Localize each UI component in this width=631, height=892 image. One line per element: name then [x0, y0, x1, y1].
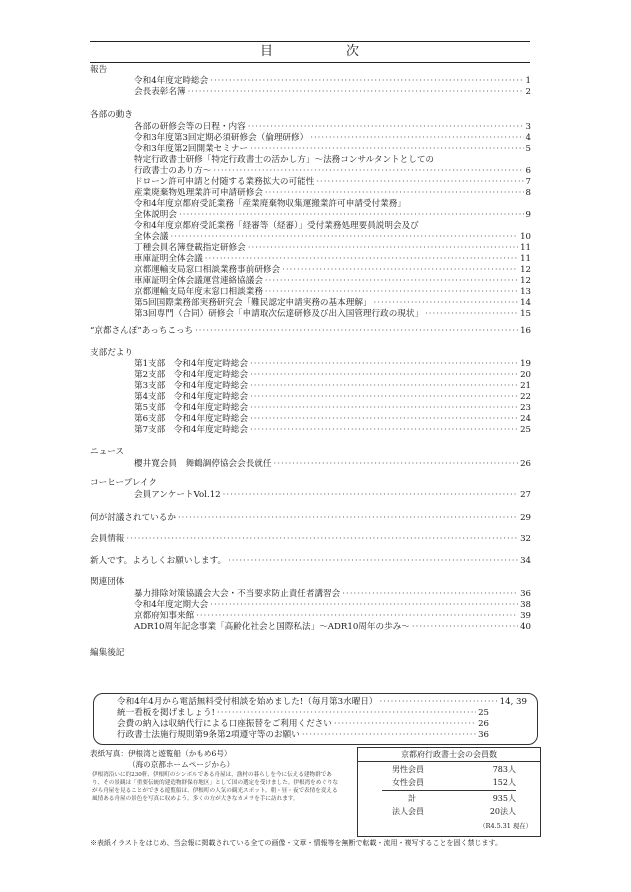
- section-heading-henshu[interactable]: 編集後記: [90, 648, 125, 658]
- cover-photo-description: 伊根湾沿いに約230軒、伊根町のシンボルである舟屋は、漁村の暮らしを今に伝える建物群であり、その景観は「重要伝統的建造物群保存地区」として国の選定を受けました。伊根湾をめぐりながら舟屋を見ることができる遊覧船は、伊根町の人気の観光スポット。朝・昼・夜で表情を変える風情ある舟屋の景色を写真に収めよう。多くの方が大きなカメラを手に訪れます。: [92, 772, 339, 802]
- toc-entry-title-line[interactable]: 特定行政書士研修「特定行政書士の活かし方」～法務コンサルタントとしての: [134, 155, 435, 165]
- toc-entry[interactable]: 産業廃棄物処理業許可申請研修会 ····· 8: [134, 188, 531, 199]
- toc-entry-nani[interactable]: 何が討議されているか ····· 29: [90, 513, 531, 524]
- member-count-label: 女性会員: [392, 778, 424, 787]
- toc-entry[interactable]: 令和4年度定時総会 ····· 1: [134, 76, 531, 87]
- toc-entry[interactable]: 令和3年度第2回開業セミナー ····· 5: [134, 144, 531, 155]
- section-heading-houkoku: 報告: [90, 65, 108, 75]
- toc-entry-title-line[interactable]: 令和4年度京都府受託業務「産業廃棄物収集運搬業許可申請受付業務」: [134, 199, 406, 209]
- toc-entry[interactable]: 第5回国際業務部実務研究会「難民認定申請実務の基本理解」 ····· 14: [134, 298, 531, 309]
- toc-entry[interactable]: 暴力排除対策協議会大会・不当要求防止責任者講習会 ····· 36: [134, 589, 531, 600]
- member-count-value: 935人: [492, 794, 516, 803]
- member-count-box: [357, 747, 541, 837]
- section-heading-coffee: コーヒーブレイク: [90, 478, 158, 488]
- toc-entry[interactable]: 第7支部 令和4年度定時総会 ····· 25: [134, 425, 531, 436]
- toc-entry[interactable]: 第1支部 令和4年度定時総会 ····· 19: [134, 359, 531, 370]
- toc-entry[interactable]: 櫻井寛会員 舞鶴調停協会会長就任 ····· 26: [134, 459, 531, 470]
- toc-entry[interactable]: 全体説明会 ····· 9: [134, 210, 531, 221]
- member-count-label: 法人会員: [392, 807, 424, 816]
- toc-entry[interactable]: 車庫証明全体会議 ····· 11: [134, 254, 531, 265]
- toc-entry-kaiin[interactable]: 会員情報 ····· 32: [90, 534, 531, 545]
- copyright-footnote: ※表紙イラストをはじめ、当会報に掲載されている全ての画像・文章・情報等を無断で転載・流用・複写することを固く禁じます。: [90, 839, 502, 847]
- notice-entry[interactable]: 統一看板を掲げましょう! ····· 25: [117, 708, 489, 719]
- toc-entry[interactable]: 第2支部 令和4年度定時総会 ····· 20: [134, 370, 531, 381]
- toc-entry[interactable]: 会長表彰名簿 ····· 2: [134, 87, 531, 98]
- toc-entry-title-line[interactable]: 令和4年度京都府受託業務「経審等（経審）」受付業務処理要員説明会及び: [134, 221, 419, 231]
- member-count-divider: [382, 790, 516, 791]
- member-count-value: 152人: [492, 778, 516, 787]
- toc-entry[interactable]: 令和4年度定期大会 ····· 38: [134, 600, 531, 611]
- toc-entry[interactable]: 第3回専門（合同）研修会「申請取次伝達研修及び出入国管理行政の現状」 ····· 15: [134, 309, 531, 320]
- toc-entry[interactable]: 京都府知事来館 ····· 39: [134, 611, 531, 622]
- toc-entry[interactable]: 会員アンケートVol.12 ····· 27: [134, 490, 531, 501]
- toc-entry[interactable]: 第3支部 令和4年度定時総会 ····· 21: [134, 381, 531, 392]
- page-title: [90, 41, 530, 63]
- notice-entry[interactable]: 会費の納入は収納代行による口座振替をご利用ください ····· 26: [117, 719, 489, 730]
- notice-entry[interactable]: 行政書士法施行規則第9条第2項遵守等のお願い ····· 36: [117, 730, 489, 741]
- member-count-value: 783人: [492, 765, 516, 774]
- toc-entry[interactable]: 京都運輸支局窓口相談業務事前研修会 ····· 12: [134, 265, 531, 276]
- toc-entry[interactable]: ADR10周年記念事業「高齢化社会と国際私法」～ADR10周年の歩み～ ····· 40: [134, 622, 531, 633]
- toc-entry[interactable]: 第4支部 令和4年度定時総会 ····· 22: [134, 392, 531, 403]
- toc-entry[interactable]: 各部の研修会等の日程・内容 ····· 3: [134, 122, 531, 133]
- section-heading-shibu: 支部だより: [90, 348, 133, 358]
- member-count-date: （R4.5.31 現在）: [479, 822, 532, 830]
- toc-entry[interactable]: 京都運輸支局年度末窓口相談業務 ····· 13: [134, 287, 531, 298]
- toc-entry[interactable]: 令和3年度第3回定期必須研修会（倫理研修） ····· 4: [134, 133, 531, 144]
- toc-entry[interactable]: 第6支部 令和4年度定時総会 ····· 24: [134, 414, 531, 425]
- page-title-part2: 次: [346, 44, 362, 59]
- toc-entry[interactable]: 車庫証明全体会議運営連絡協議会 ····· 12: [134, 276, 531, 287]
- cover-photo-label: 表紙写真：伊根湾と遊覧船（かもめ6号）: [90, 749, 232, 758]
- member-count-label: 計: [408, 794, 416, 803]
- toc-entry-shinnyu[interactable]: 新人です。よろしくお願いします。 ····· 34: [90, 556, 531, 567]
- section-heading-kakubu: 各部の動き: [90, 110, 133, 120]
- toc-entry[interactable]: 行政書士のあり方～ ····· 6: [134, 166, 531, 177]
- page-title-part1: 目: [260, 44, 276, 59]
- member-count-label: 男性会員: [392, 765, 424, 774]
- toc-entry[interactable]: ドローン許可申請と付随する業務拡大の可能性 ····· 7: [134, 177, 531, 188]
- notice-entry[interactable]: 令和4年4月から電話無料受付相談を始めました!（毎月第3水曜日） ····· 14, 39: [117, 697, 527, 708]
- member-count-title: 京都府行政書士会の会員数: [358, 748, 540, 762]
- toc-entry[interactable]: 全体会議 ····· 10: [134, 232, 531, 243]
- section-heading-kanren: 関連団体: [90, 577, 125, 587]
- section-heading-news: ニュース: [90, 447, 124, 457]
- toc-entry-sanpo[interactable]: “京都さんぽ”あっちこっち ····· 16: [90, 326, 531, 337]
- cover-photo-credit: （海の京都ホームページから）: [128, 760, 235, 769]
- toc-entry[interactable]: 丁種会員名簿登載指定研修会 ····· 11: [134, 243, 531, 254]
- member-count-value: 20法人: [489, 807, 516, 816]
- toc-entry[interactable]: 第5支部 令和4年度定時総会 ····· 23: [134, 403, 531, 414]
